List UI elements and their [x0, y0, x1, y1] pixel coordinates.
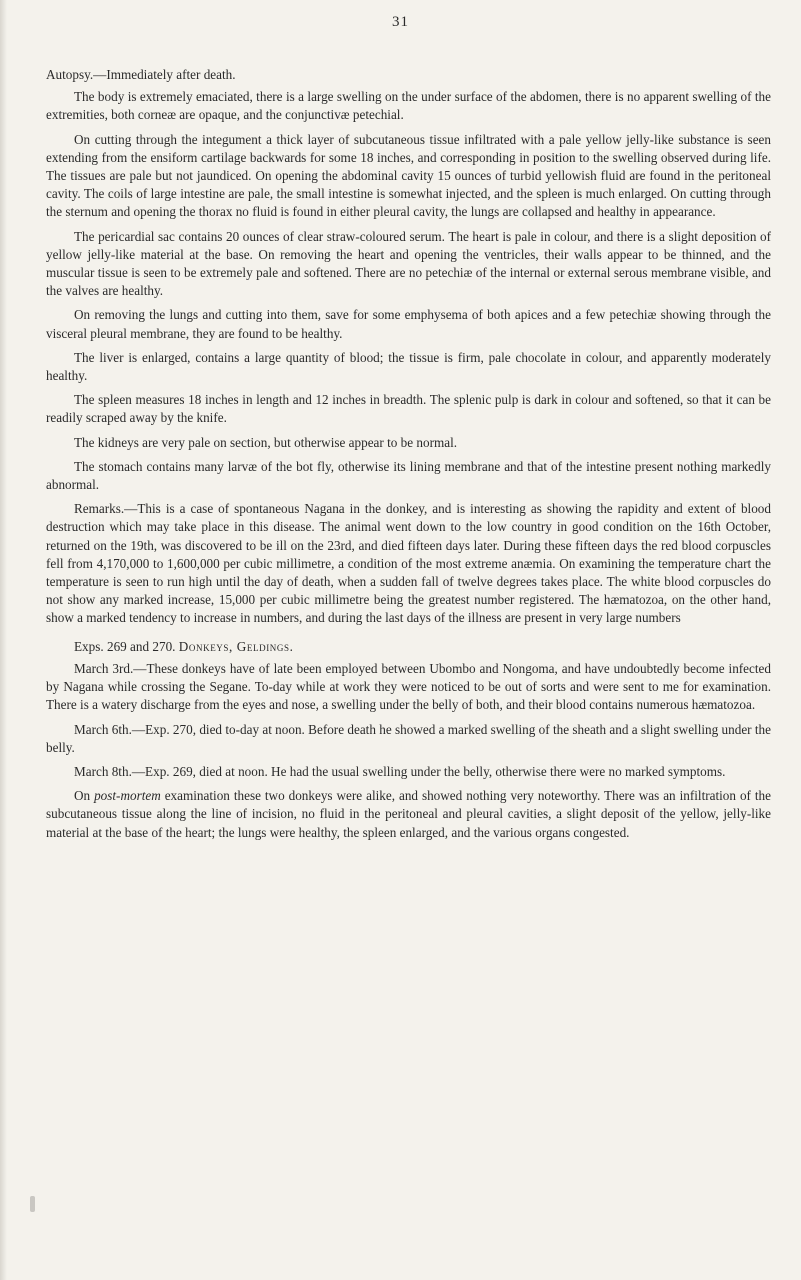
- autopsy-heading: Autopsy.—Immediately after death.: [46, 67, 236, 82]
- postmortem-before: On: [74, 788, 95, 804]
- experiments-title-subject: Donkeys, Geldings.: [178, 638, 294, 654]
- experiment-paragraph: March 8th.—Exp. 269, died at noon. He had the usual swelling under the belly, otherwise there were no marked symptoms.: [74, 763, 726, 779]
- autopsy-paragraph: The liver is enlarged, contains a large quantity of blood; the tissue is firm, pale chocolate in colour, and apparently moderately healthy.: [46, 349, 771, 384]
- autopsy-paragraph: The kidneys are very pale on section, but otherwise appear to be normal.: [74, 434, 458, 450]
- autopsy-paragraph: The body is extremely emaciated, there is a large swelling on the under surface of the abdomen, there is no apparent swelling of the extremities, both corneæ are opaque, and the conjunctivæ petechial.: [46, 89, 771, 123]
- postmortem-after: examination these two donkeys were alike, and showed nothing very noteworthy. There was an infiltration of the subcutaneous tissue along the line of incision, no fluid in the peritoneal and pleural cavities, a slight deposit of the yellow, jelly-like material at the base of the heart; the lungs were healthy, the spleen enlarged, and the various organs congested.: [46, 788, 771, 840]
- autopsy-paragraph: The pericardial sac contains 20 ounces of clear straw-coloured serum. The heart is pale in colour, and there is a slight deposition of yellow jelly-like material at the base. On removing the heart and opening the ventricles, their walls appear to be thinned, and the muscular tissue is seen to be extremely pale and softened. There are no petechiæ of the internal or external serous membrane visible, and the valves are healthy.: [46, 228, 771, 299]
- autopsy-paragraph: On removing the lungs and cutting into them, save for some emphysema of both apices and a few petechiæ showing through the visceral pleural membrane, they are found to be healthy.: [46, 307, 771, 341]
- experiment-paragraph: March 3rd.—These donkeys have of late been employed between Ubombo and Nongoma, and have undoubtedly become infected by Nagana while crossing the Segane. To-day while at work they were noticed to be out of sorts and were sent to me for examination. There is a watery discharge from the eyes and nose, a swelling under the belly of both, and their blood contains numerous hæmatozoa.: [46, 660, 771, 713]
- page-content: [46, 66, 771, 848]
- experiment-paragraph: March 6th.—Exp. 270, died to-day at noon. Before death he showed a marked swelling of the sheath and a slight swelling under the belly.: [46, 721, 771, 755]
- autopsy-paragraph: The stomach contains many larvæ of the bot fly, otherwise its lining membrane and that of the intestine present nothing markedly abnormal.: [46, 458, 771, 493]
- autopsy-paragraph: On cutting through the integument a thick layer of subcutaneous tissue infiltrated with a pale yellow jelly-like substance is seen extending from the ensiform cartilage backwards for some 18 inches, and corresponding in position to the swelling observed during life. The tissues are pale but not jaundiced. On opening the abdominal cavity 15 ounces of turbid yellowish fluid are found in the peritoneal cavity. The coils of large intestine are pale, the small intestine is somewhat injected, and the spleen is much enlarged. On cutting through the sternum and opening the thorax no fluid is found in either pleural cavity, the lungs are collapsed and healthy in appearance.: [46, 131, 771, 220]
- remarks-paragraph: Remarks.—This is a case of spontaneous Nagana in the donkey, and is interesting as showing the rapidity and extent of blood destruction which may take place in this disease. The animal went down to the low country in good condition on the 16th October, returned on the 19th, was discovered to be ill on the 23rd, and died fifteen days later. During these fifteen days the red blood corpuscles fell from 4,170,000 to 1,600,000 per cubic millimetre, a condition of the most extreme anæmia. On examining the temperature chart the temperature is seen to run high until the day of death, when a sudden fall of twelve degrees takes place. The white blood corpuscles do not show any marked increase, 15,000 per cubic millimetre being the greatest number registered. The hæmatozoa, on the other hand, show a marked tendency to increase in numbers, and during the last days of the illness are present in very large numbers: [46, 501, 771, 626]
- autopsy-paragraph: The spleen measures 18 inches in length and 12 inches in breadth. The splenic pulp is dark in colour and softened, so that it can be readily scraped away by the knife.: [46, 392, 771, 426]
- postmortem-paragraph: [46, 787, 771, 842]
- experiments-title-prefix: Exps. 269 and 270.: [74, 638, 176, 654]
- experiments-title: [46, 638, 771, 656]
- page-number: 31: [392, 14, 409, 30]
- postmortem-label: post-mortem: [94, 788, 161, 804]
